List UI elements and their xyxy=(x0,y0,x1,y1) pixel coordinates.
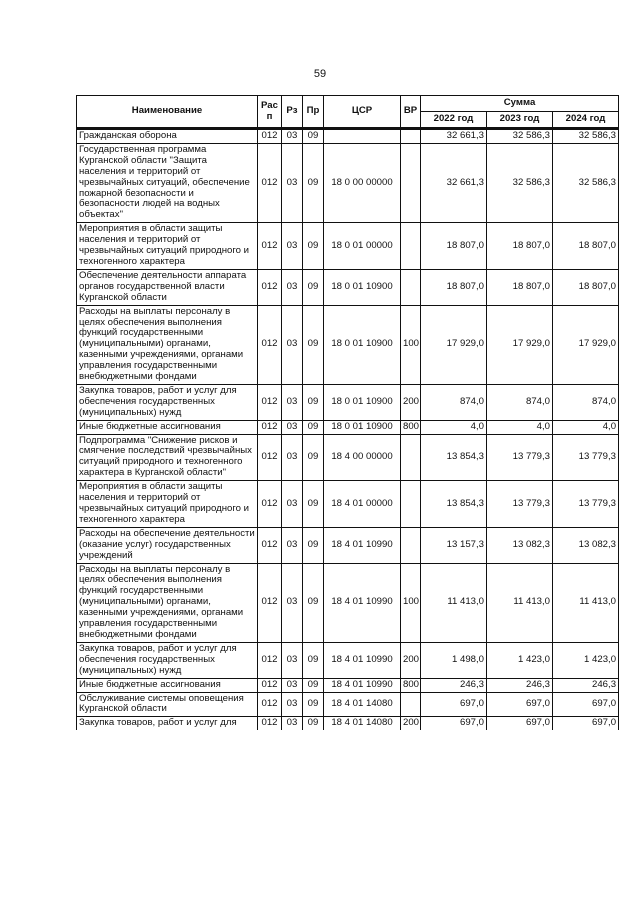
row-csr: 18 0 01 10900 xyxy=(324,420,401,434)
row-csr: 18 4 01 14080 xyxy=(324,717,401,730)
row-name: Иные бюджетные ассигнования xyxy=(77,420,258,434)
row-pr: 09 xyxy=(303,481,324,528)
row-rz: 03 xyxy=(282,143,303,222)
row-name: Закупка товаров, работ и услуг для обеспечения государственных (муниципальных) нужд xyxy=(77,384,258,420)
table-row xyxy=(77,305,619,384)
row-sum-2022: 13 854,3 xyxy=(421,434,487,481)
row-rasp: 012 xyxy=(258,434,282,481)
header-year-2024: 2024 год xyxy=(553,112,619,129)
row-name: Гражданская оборона xyxy=(77,129,258,144)
table-row xyxy=(77,434,619,481)
row-sum-2022: 874,0 xyxy=(421,384,487,420)
table-body xyxy=(77,129,619,731)
row-sum-2023: 11 413,0 xyxy=(487,563,553,642)
row-name: Расходы на выплаты персоналу в целях обеспечения выполнения функций государственными (муниципальными) органами, казенными учреждениями, органами управления государственными внебюджетными фондами xyxy=(77,305,258,384)
table-header xyxy=(77,96,619,129)
table-row xyxy=(77,143,619,222)
row-rz: 03 xyxy=(282,481,303,528)
row-rz: 03 xyxy=(282,305,303,384)
row-rasp: 012 xyxy=(258,642,282,678)
header-vr: ВР xyxy=(401,96,421,129)
row-name: Иные бюджетные ассигнования xyxy=(77,678,258,692)
row-sum-2024: 4,0 xyxy=(553,420,619,434)
table-row xyxy=(77,563,619,642)
row-sum-2022: 18 807,0 xyxy=(421,269,487,305)
row-csr: 18 0 00 00000 xyxy=(324,143,401,222)
row-csr: 18 0 01 10900 xyxy=(324,269,401,305)
row-sum-2022: 32 661,3 xyxy=(421,143,487,222)
row-vr xyxy=(401,143,421,222)
row-rz: 03 xyxy=(282,223,303,270)
row-name: Закупка товаров, работ и услуг для xyxy=(77,717,258,730)
row-sum-2022: 1 498,0 xyxy=(421,642,487,678)
row-sum-2023: 17 929,0 xyxy=(487,305,553,384)
header-year-2022: 2022 год xyxy=(421,112,487,129)
row-rz: 03 xyxy=(282,692,303,717)
row-csr: 18 4 01 10990 xyxy=(324,563,401,642)
row-rasp: 012 xyxy=(258,678,282,692)
row-sum-2022: 697,0 xyxy=(421,692,487,717)
row-sum-2023: 13 779,3 xyxy=(487,434,553,481)
row-pr: 09 xyxy=(303,269,324,305)
row-rasp: 012 xyxy=(258,717,282,730)
row-rz: 03 xyxy=(282,642,303,678)
header-name: Наименование xyxy=(77,96,258,129)
header-rasp: Рас п xyxy=(258,96,282,129)
row-sum-2022: 17 929,0 xyxy=(421,305,487,384)
row-sum-2023: 18 807,0 xyxy=(487,269,553,305)
row-rasp: 012 xyxy=(258,692,282,717)
row-rasp: 012 xyxy=(258,269,282,305)
row-sum-2022: 246,3 xyxy=(421,678,487,692)
row-sum-2022: 32 661,3 xyxy=(421,129,487,144)
row-rz: 03 xyxy=(282,678,303,692)
row-sum-2022: 4,0 xyxy=(421,420,487,434)
row-csr: 18 4 01 00000 xyxy=(324,481,401,528)
row-sum-2024: 697,0 xyxy=(553,692,619,717)
row-sum-2022: 13 854,3 xyxy=(421,481,487,528)
row-sum-2023: 13 779,3 xyxy=(487,481,553,528)
table-row xyxy=(77,223,619,270)
row-sum-2024: 11 413,0 xyxy=(553,563,619,642)
table-row xyxy=(77,420,619,434)
row-sum-2022: 13 157,3 xyxy=(421,527,487,563)
row-csr: 18 0 01 00000 xyxy=(324,223,401,270)
row-sum-2023: 697,0 xyxy=(487,692,553,717)
table-row xyxy=(77,692,619,717)
row-rz: 03 xyxy=(282,269,303,305)
row-sum-2024: 32 586,3 xyxy=(553,129,619,144)
row-name: Закупка товаров, работ и услуг для обеспечения государственных (муниципальных) нужд xyxy=(77,642,258,678)
table-row xyxy=(77,642,619,678)
header-csr: ЦСР xyxy=(324,96,401,129)
row-rasp: 012 xyxy=(258,305,282,384)
row-vr xyxy=(401,527,421,563)
row-csr: 18 4 00 00000 xyxy=(324,434,401,481)
row-vr: 200 xyxy=(401,384,421,420)
row-rz: 03 xyxy=(282,717,303,730)
row-pr: 09 xyxy=(303,717,324,730)
row-sum-2023: 32 586,3 xyxy=(487,129,553,144)
row-sum-2024: 13 082,3 xyxy=(553,527,619,563)
budget-table xyxy=(76,95,619,730)
row-csr: 18 4 01 10990 xyxy=(324,678,401,692)
row-rasp: 012 xyxy=(258,384,282,420)
row-pr: 09 xyxy=(303,384,324,420)
row-vr: 100 xyxy=(401,563,421,642)
table-row xyxy=(77,481,619,528)
row-sum-2023: 4,0 xyxy=(487,420,553,434)
row-rasp: 012 xyxy=(258,563,282,642)
table-row xyxy=(77,384,619,420)
row-sum-2022: 18 807,0 xyxy=(421,223,487,270)
table-row xyxy=(77,527,619,563)
row-rasp: 012 xyxy=(258,129,282,144)
row-csr: 18 4 01 10990 xyxy=(324,527,401,563)
row-pr: 09 xyxy=(303,642,324,678)
row-sum-2023: 246,3 xyxy=(487,678,553,692)
row-rasp: 012 xyxy=(258,527,282,563)
row-vr xyxy=(401,692,421,717)
row-vr xyxy=(401,434,421,481)
row-pr: 09 xyxy=(303,129,324,144)
row-csr: 18 4 01 10990 xyxy=(324,642,401,678)
row-rz: 03 xyxy=(282,527,303,563)
row-sum-2024: 17 929,0 xyxy=(553,305,619,384)
row-name: Мероприятия в области защиты населения и территорий от чрезвычайных ситуаций природного и техногенного характера xyxy=(77,481,258,528)
row-sum-2024: 32 586,3 xyxy=(553,143,619,222)
row-pr: 09 xyxy=(303,678,324,692)
row-vr xyxy=(401,269,421,305)
row-sum-2022: 11 413,0 xyxy=(421,563,487,642)
row-vr: 800 xyxy=(401,420,421,434)
row-rz: 03 xyxy=(282,129,303,144)
row-sum-2023: 874,0 xyxy=(487,384,553,420)
row-sum-2024: 18 807,0 xyxy=(553,269,619,305)
header-rz: Рз xyxy=(282,96,303,129)
row-sum-2024: 697,0 xyxy=(553,717,619,730)
row-csr xyxy=(324,129,401,144)
table-row xyxy=(77,129,619,144)
row-vr xyxy=(401,481,421,528)
row-pr: 09 xyxy=(303,527,324,563)
table-row xyxy=(77,678,619,692)
row-csr: 18 0 01 10900 xyxy=(324,305,401,384)
row-pr: 09 xyxy=(303,434,324,481)
row-sum-2023: 697,0 xyxy=(487,717,553,730)
row-name: Подпрограмма "Снижение рисков и смягчение последствий чрезвычайных ситуаций природного и техногенного характера в Курганской области" xyxy=(77,434,258,481)
row-rasp: 012 xyxy=(258,223,282,270)
row-rasp: 012 xyxy=(258,420,282,434)
row-pr: 09 xyxy=(303,143,324,222)
row-name: Обеспечение деятельности аппарата органов государственной власти Курганской области xyxy=(77,269,258,305)
row-pr: 09 xyxy=(303,420,324,434)
row-csr: 18 0 01 10900 xyxy=(324,384,401,420)
header-pr: Пр xyxy=(303,96,324,129)
row-pr: 09 xyxy=(303,305,324,384)
row-sum-2023: 1 423,0 xyxy=(487,642,553,678)
row-vr: 800 xyxy=(401,678,421,692)
row-sum-2024: 18 807,0 xyxy=(553,223,619,270)
row-sum-2024: 874,0 xyxy=(553,384,619,420)
row-name: Мероприятия в области защиты населения и территорий от чрезвычайных ситуаций природного и техногенного характера xyxy=(77,223,258,270)
row-sum-2023: 32 586,3 xyxy=(487,143,553,222)
row-sum-2024: 13 779,3 xyxy=(553,434,619,481)
row-sum-2022: 697,0 xyxy=(421,717,487,730)
header-year-2023: 2023 год xyxy=(487,112,553,129)
row-sum-2023: 18 807,0 xyxy=(487,223,553,270)
row-name: Обслуживание системы оповещения Курганской области xyxy=(77,692,258,717)
row-rasp: 012 xyxy=(258,143,282,222)
row-vr xyxy=(401,223,421,270)
row-name: Государственная программа Курганской области "Защита населения и территорий от чрезвычайных ситуаций, обеспечение пожарной безопасности и безопасности людей на водных объектах" xyxy=(77,143,258,222)
row-sum-2023: 13 082,3 xyxy=(487,527,553,563)
row-rz: 03 xyxy=(282,563,303,642)
table-row xyxy=(77,717,619,730)
row-name: Расходы на выплаты персоналу в целях обеспечения выполнения функций государственными (муниципальными) органами, казенными учреждениями, органами управления государственными внебюджетными фондами xyxy=(77,563,258,642)
row-csr: 18 4 01 14080 xyxy=(324,692,401,717)
row-vr: 200 xyxy=(401,717,421,730)
table-row xyxy=(77,269,619,305)
row-vr xyxy=(401,129,421,144)
row-rz: 03 xyxy=(282,434,303,481)
row-pr: 09 xyxy=(303,692,324,717)
row-name: Расходы на обеспечение деятельности (оказание услуг) государственных учреждений xyxy=(77,527,258,563)
row-vr: 200 xyxy=(401,642,421,678)
row-sum-2024: 13 779,3 xyxy=(553,481,619,528)
row-vr: 100 xyxy=(401,305,421,384)
header-sum: Сумма xyxy=(421,96,619,112)
row-pr: 09 xyxy=(303,563,324,642)
row-sum-2024: 1 423,0 xyxy=(553,642,619,678)
page-number: 59 xyxy=(313,68,327,80)
row-rz: 03 xyxy=(282,420,303,434)
row-pr: 09 xyxy=(303,223,324,270)
row-sum-2024: 246,3 xyxy=(553,678,619,692)
row-rasp: 012 xyxy=(258,481,282,528)
row-rz: 03 xyxy=(282,384,303,420)
